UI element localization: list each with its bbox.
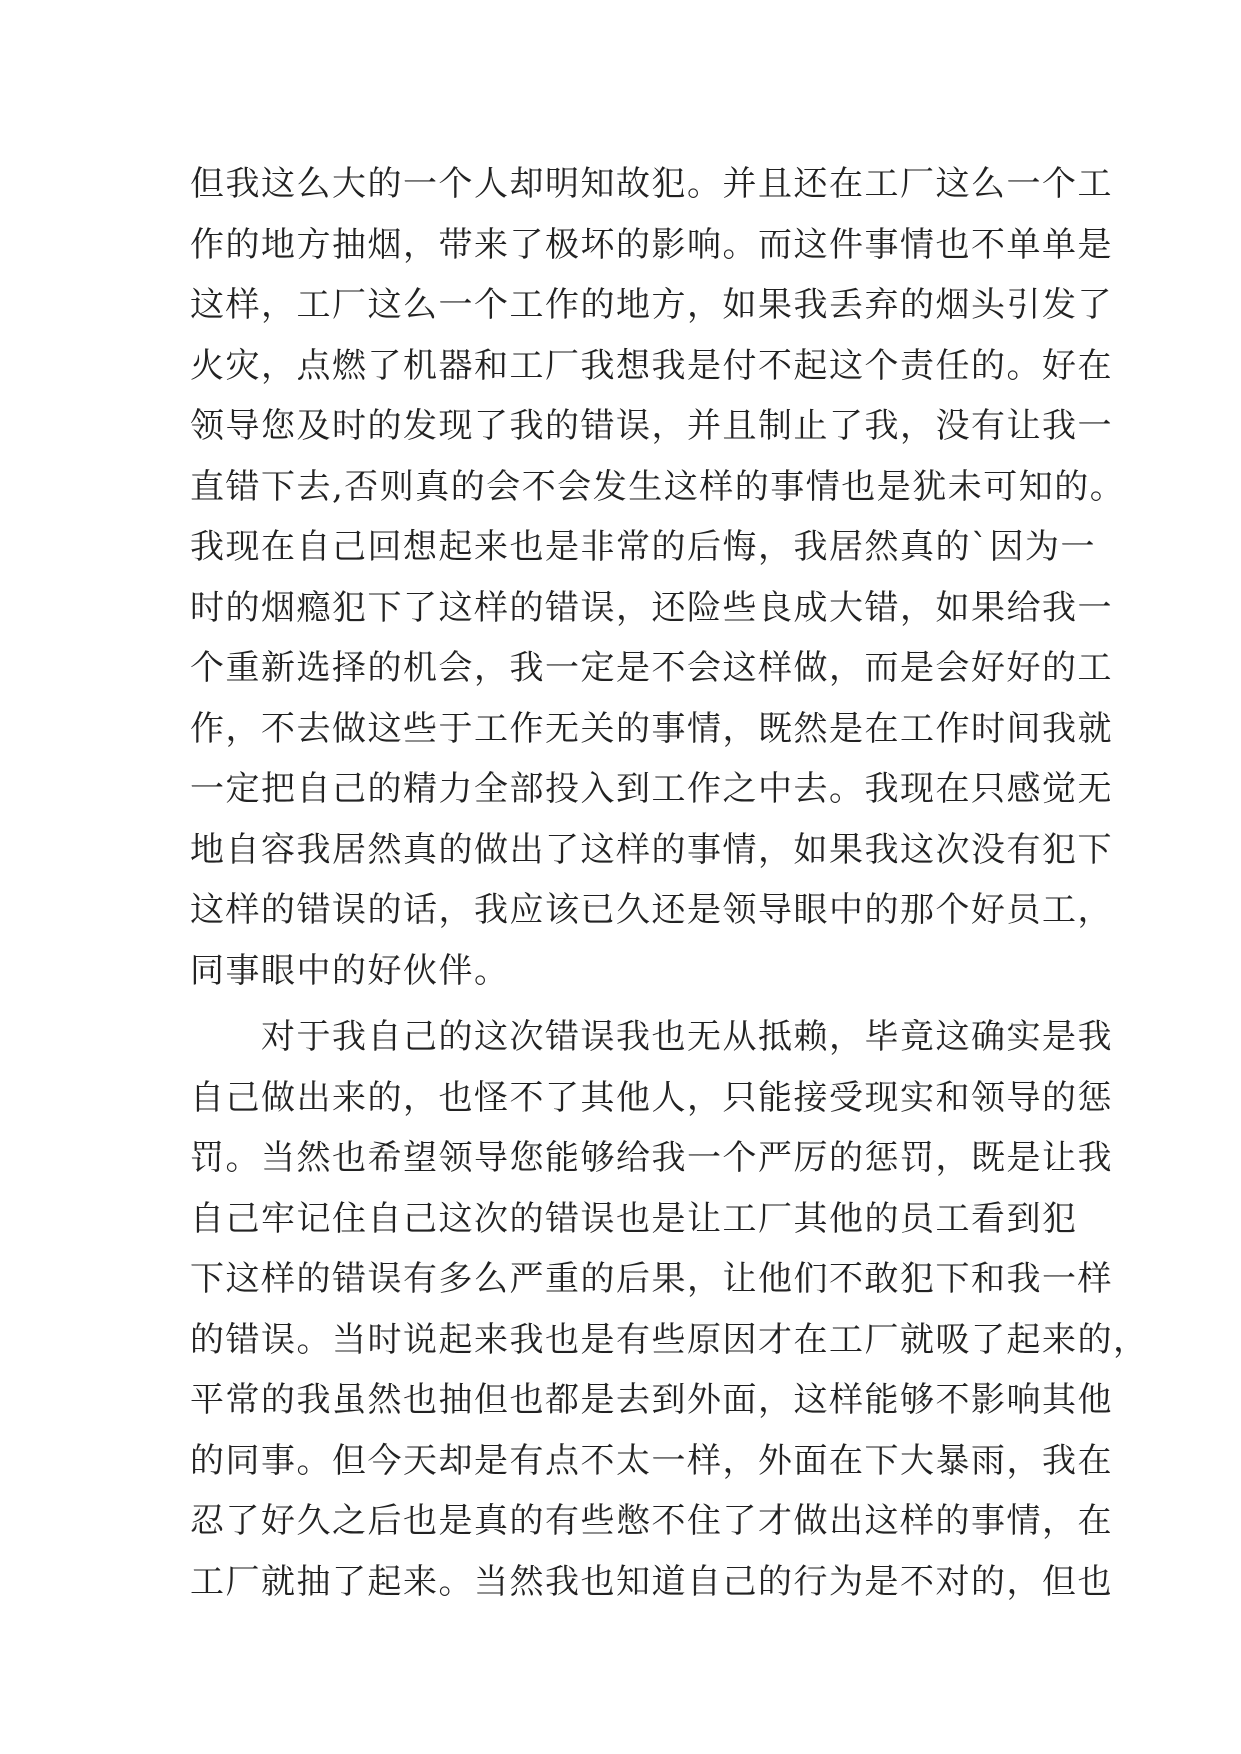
text-line: 作的地方抽烟，带来了极坏的影响。而这件事情也不单单是 (190, 224, 1113, 265)
text-line: 忍了好久之后也是真的有些憋不住了才做出这样的事情，在 (190, 1501, 1113, 1541)
text-line: 平常的我虽然也抽但也都是去到外面，这样能够不影响其他 (190, 1380, 1113, 1420)
text-line: 时的烟瘾犯下了这样的错误，还险些良成大错，如果给我一 (190, 587, 1113, 628)
text-line: 的同事。但今天却是有点不太一样，外面在下大暴雨，我在 (190, 1440, 1113, 1481)
text-line: 自己牢记住自己这次的错误也是让工厂其他的员工看到犯 (190, 1198, 1078, 1239)
text-line: 工厂就抽了起来。当然我也知道自己的行为是不对的，但也 (190, 1561, 1113, 1602)
document-body (190, 154, 1149, 1612)
text-line: 罚。当然也希望领导您能够给我一个严厉的惩罚，既是让我 (190, 1138, 1113, 1178)
text-line: 这样的错误的话，我应该已久还是领导眼中的那个好员工， (190, 890, 1113, 930)
text-line: 我现在自己回想起来也是非常的后悔，我居然真的`因为一 (190, 527, 1096, 567)
text-line: 直错下去,否则真的会不会发生这样的事情也是犹未可知的。 (190, 466, 1126, 507)
text-line: 作，不去做这些于工作无关的事情，既然是在工作时间我就 (190, 708, 1113, 749)
text-line: 同事眼中的好伙伴。 (190, 950, 510, 991)
text-line: 这样，工厂这么一个工作的地方，如果我丢弃的烟头引发了 (190, 285, 1113, 325)
text-line: 自己做出来的，也怪不了其他人，只能接受现实和领导的惩 (190, 1077, 1113, 1118)
text-line: 对于我自己的这次错误我也无从抵赖，毕竟这确实是我 (190, 1017, 1113, 1057)
paragraph-1 (190, 154, 1126, 1001)
text-line: 地自容我居然真的做出了这样的事情，如果我这次没有犯下 (190, 829, 1113, 870)
text-line: 的错误。当时说起来我也是有些原因才在工厂就吸了起来的， (190, 1319, 1149, 1360)
text-line: 领导您及时的发现了我的错误，并且制止了我，没有让我一 (190, 406, 1113, 446)
text-line: 但我这么大的一个人却明知故犯。并且还在工厂这么一个工 (190, 164, 1113, 204)
text-line: 火灾，点燃了机器和工厂我想我是付不起这个责任的。好在 (190, 345, 1113, 386)
text-line: 个重新选择的机会，我一定是不会这样做，而是会好好的工 (190, 648, 1113, 688)
paragraph-2 (190, 1007, 1149, 1612)
text-line: 下这样的错误有多么严重的后果，让他们不敢犯下和我一样 (190, 1259, 1113, 1299)
text-line: 一定把自己的精力全部投入到工作之中去。我现在只感觉无 (190, 769, 1113, 809)
